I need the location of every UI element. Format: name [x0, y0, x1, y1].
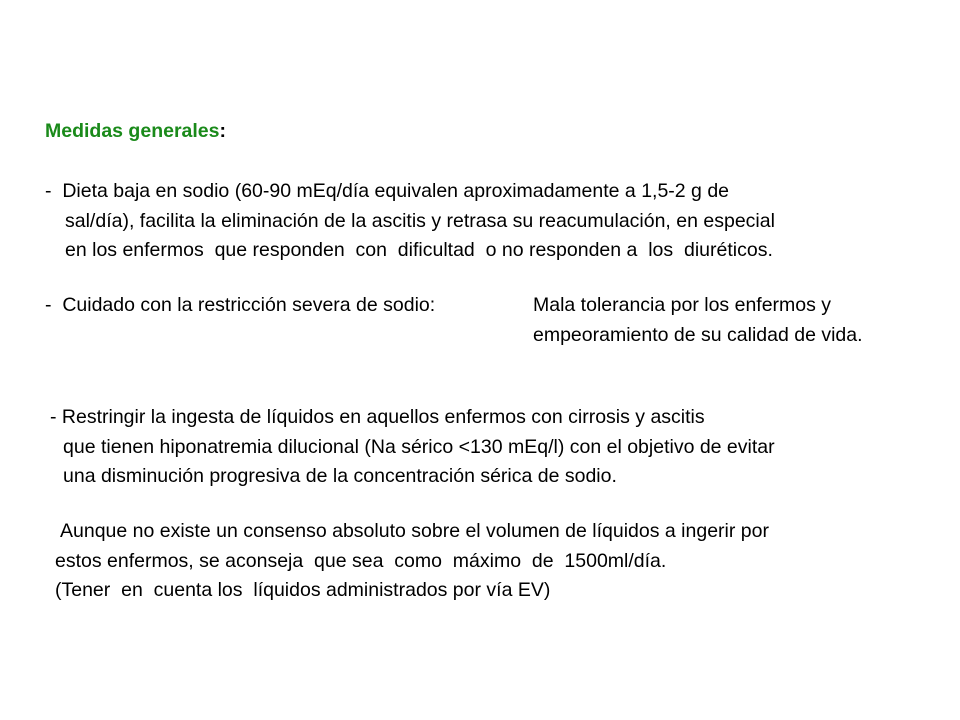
caution-bullet-lead: - Cuidado con la restricción severa de sodio:	[45, 294, 436, 316]
diet-bullet-line-2: sal/día), facilita la eliminación de la ascitis y retrasa su reacumulación, en especial	[65, 210, 775, 232]
volume-paragraph-line-2: estos enfermos, se aconseja que sea como máximo de 1500ml/día.	[55, 550, 667, 572]
diet-bullet-line-3: en los enfermos que responden con dificultad o no responden a los diuréticos.	[65, 239, 773, 261]
section-heading	[45, 119, 226, 143]
caution-consequence-line-1: Mala tolerancia por los enfermos y	[533, 294, 832, 316]
fluid-bullet-line-2: que tienen hiponatremia dilucional (Na sérico <130 mEq/l) con el objetivo de evitar	[63, 436, 775, 458]
volume-paragraph-line-3: (Tener en cuenta los líquidos administrados por vía EV)	[55, 579, 551, 601]
diet-bullet-line-1: - Dieta baja en sodio (60-90 mEq/día equivalen aproximadamente a 1,5-2 g de	[45, 180, 730, 202]
caution-consequence-line-2: empeoramiento de su calidad de vida.	[533, 324, 863, 346]
heading-colon: :	[219, 120, 226, 142]
volume-paragraph-line-1: Aunque no existe un consenso absoluto sobre el volumen de líquidos a ingerir por	[60, 520, 769, 542]
heading-text: Medidas generales	[45, 120, 220, 142]
fluid-bullet-line-3: una disminución progresiva de la concentración sérica de sodio.	[63, 465, 617, 487]
fluid-bullet-line-1: - Restringir la ingesta de líquidos en aquellos enfermos con cirrosis y ascitis	[50, 406, 705, 428]
